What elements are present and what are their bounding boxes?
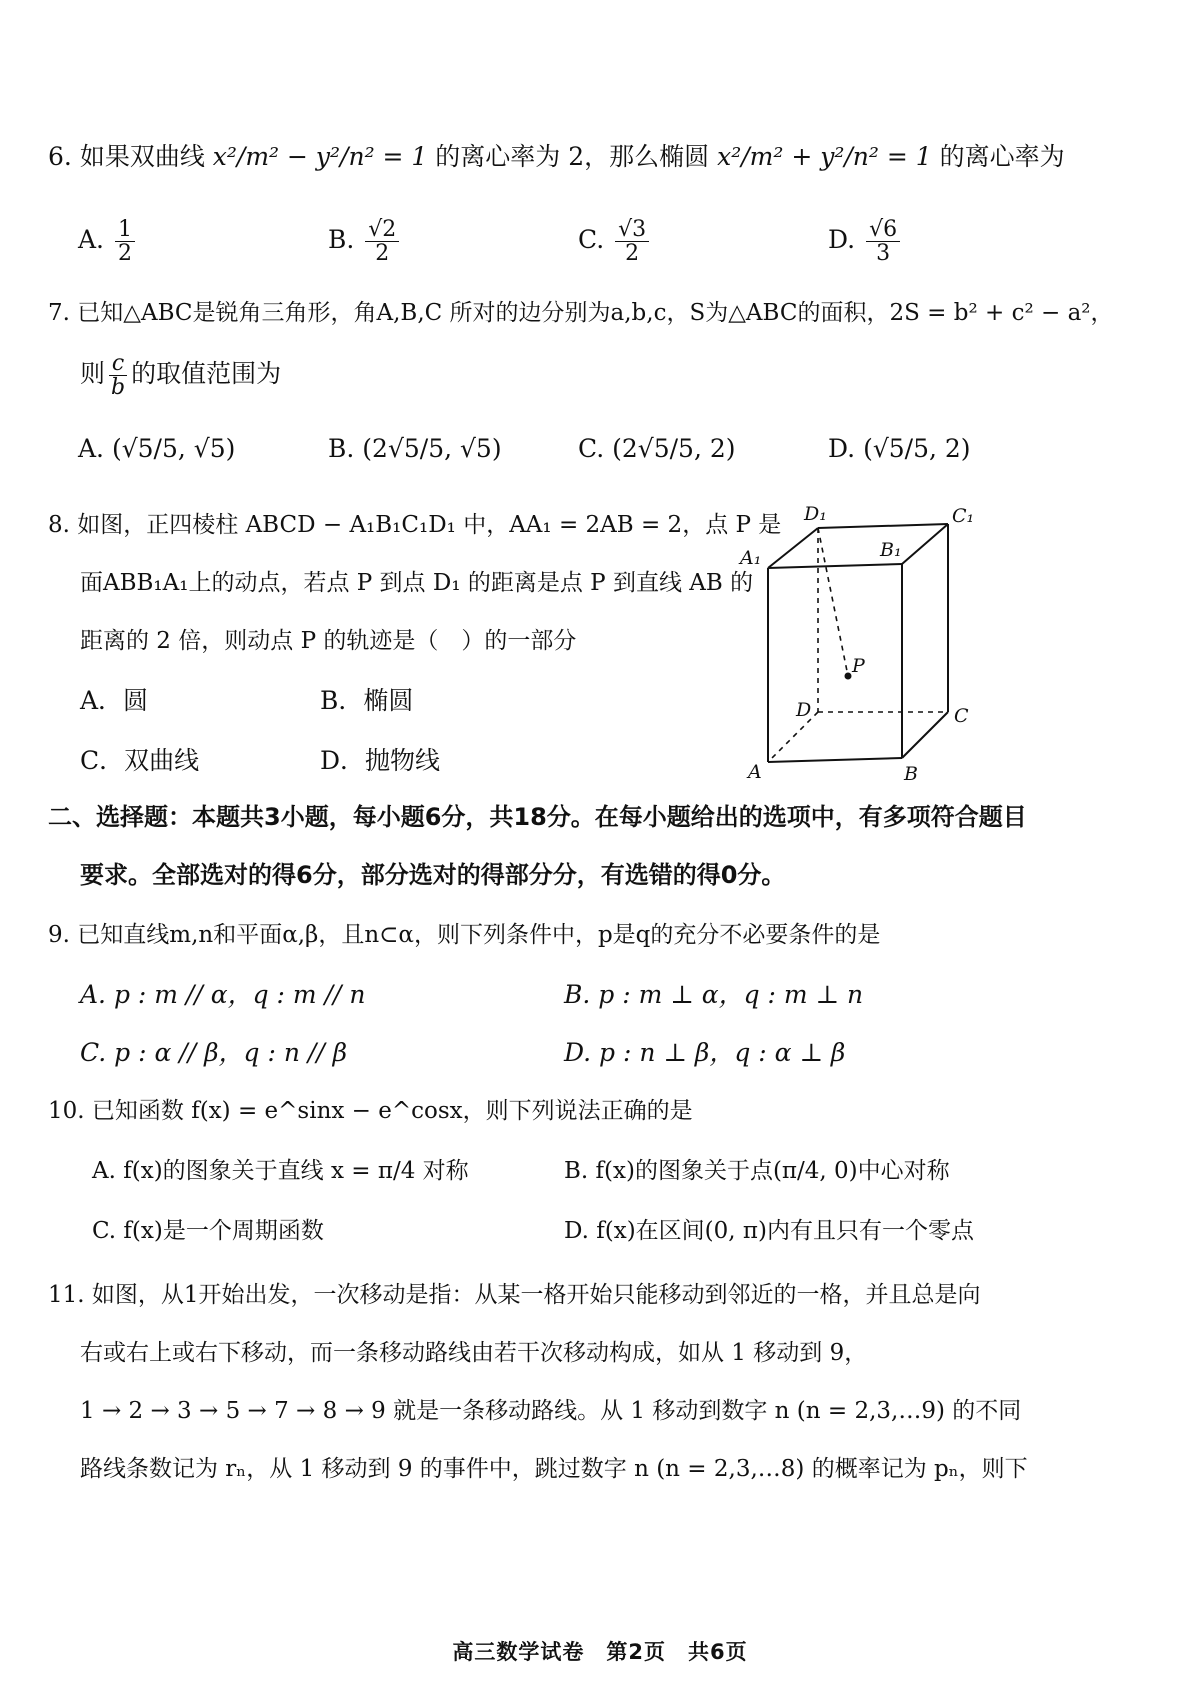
text: 如果双曲线: [79, 142, 205, 171]
question-number: 9.: [48, 922, 70, 948]
numerator: √6: [866, 218, 900, 242]
question-11-line4: 路线条数记为 rₙ，从 1 移动到 9 的事件中，跳过数字 n (n = 2,3,…8) 的概率记为 pₙ，则下: [80, 1456, 1028, 1482]
question-7-option-c: [578, 432, 736, 466]
question-8-option-c: C．双曲线: [80, 746, 200, 775]
question-10-option-d: D. f(x)在区间(0, π)内有且只有一个零点: [564, 1218, 974, 1244]
fraction: [615, 218, 649, 265]
question-8-line3: 距离的 2 倍，则动点 P 的轨迹是（ ）的一部分: [80, 628, 577, 654]
text: 则: [80, 359, 106, 389]
text: 的离心率为 2，那么椭圆: [435, 142, 710, 171]
option-text: (√5/5, 2): [863, 434, 971, 463]
question-6-stem: [48, 140, 1065, 174]
question-number: 6.: [48, 142, 72, 171]
label-p: P: [852, 655, 865, 677]
denominator: 2: [375, 241, 390, 267]
question-7-stem-line2: [80, 352, 281, 399]
question-9-stem: [48, 918, 880, 952]
edge-b1c1: [902, 524, 948, 564]
denominator: 2: [625, 241, 640, 267]
question-number: 7.: [48, 300, 70, 326]
fraction: [115, 218, 135, 265]
option-label: D.: [828, 225, 856, 255]
segment-pd1: [818, 528, 848, 676]
denominator: 3: [876, 241, 891, 267]
numerator: 1: [115, 218, 135, 242]
text: 如图，从1开始出发，一次移动是指：从某一格开始只能移动到邻近的一格，并且总是向: [91, 1282, 981, 1308]
question-11-line1: [48, 1278, 981, 1312]
label-b: B: [904, 763, 918, 785]
section-2-heading: 二、选择题：本题共3小题，每小题6分，共18分。在每小题给出的选项中，有多项符合题目: [48, 803, 1027, 831]
question-number: 11.: [48, 1282, 85, 1308]
option-label: B.: [328, 434, 355, 463]
page-footer: 高三数学试卷 第2页 共6页: [452, 1640, 748, 1664]
question-9-option-d: D. p : n ⊥ β，q : α ⊥ β: [564, 1038, 846, 1067]
question-7-option-d: [828, 432, 971, 466]
question-8-line1: [48, 508, 781, 542]
edge-bc: [902, 712, 948, 758]
question-10-option-c: C. f(x)是一个周期函数: [92, 1218, 324, 1244]
question-9-option-a: A. p : m // α，q : m // n: [80, 980, 366, 1009]
question-6-option-a: [78, 218, 138, 265]
edge-d1c1: [818, 524, 948, 528]
option-label: A.: [78, 225, 105, 255]
option-text: (2√5/5, √5): [362, 434, 502, 463]
fraction: [365, 218, 399, 265]
option-label: A.: [78, 434, 105, 463]
option-label: C.: [578, 225, 605, 255]
text: 已知△ABC是锐角三角形，角A,B,C 所对的边分别为a,b,c，S为△ABC的面积，2S = b² + c² − a²，: [77, 300, 1114, 326]
section-2-heading-line2: 要求。全部选对的得6分，部分选对的得部分分，有选错的得0分。: [80, 861, 786, 889]
question-7-option-a: [78, 432, 235, 466]
option-label: B.: [328, 225, 355, 255]
question-8-option-a: A．圆: [80, 686, 149, 715]
question-9-option-c: C. p : α // β，q : n // β: [80, 1038, 348, 1067]
option-text: (2√5/5, 2): [612, 434, 736, 463]
prism-figure: [730, 500, 990, 790]
question-number: 10.: [48, 1098, 85, 1124]
option-label: C.: [578, 434, 605, 463]
text: 已知函数 f(x) = e^sinx − e^cosx，则下列说法正确的是: [91, 1098, 693, 1124]
denominator: 2: [117, 241, 132, 267]
question-8-option-b: B．椭圆: [320, 686, 414, 715]
fraction-c-over-b: [108, 352, 128, 399]
question-10-option-a: A. f(x)的图象关于直线 x = π/4 对称: [92, 1158, 469, 1184]
question-6-option-b: [328, 218, 402, 265]
ellipse-equation: x²/m² + y²/n² = 1: [717, 142, 932, 171]
label-d: D: [796, 699, 812, 721]
question-10-stem: [48, 1094, 693, 1128]
edge-ab: [768, 758, 902, 762]
denominator: b: [111, 375, 126, 401]
label-a: A: [748, 761, 762, 783]
question-11-line2: 右或右上或右下移动，而一条移动路线由若干次移动构成，如从 1 移动到 9，: [80, 1340, 868, 1366]
edge-a1d1: [768, 528, 818, 568]
question-6-option-c: [578, 218, 652, 265]
edge-a1b1: [768, 564, 902, 568]
question-6-option-d: [828, 218, 903, 265]
label-a1: A₁: [740, 547, 762, 569]
fraction: [866, 218, 900, 265]
question-10-option-b: B. f(x)的图象关于点(π/4, 0)中心对称: [564, 1158, 950, 1184]
text: 的取值范围为: [131, 359, 282, 389]
question-7-stem: [48, 296, 1114, 330]
text: 如图，正四棱柱 ABCD − A₁B₁C₁D₁ 中，AA₁ = 2AB = 2，点 P 是: [77, 512, 782, 538]
question-11-line3: 1 → 2 → 3 → 5 → 7 → 8 → 9 就是一条移动路线。从 1 移动到数字 n (n = 2,3,…9) 的不同: [80, 1398, 1022, 1424]
text: 的离心率为: [939, 142, 1065, 171]
question-9-option-b: B. p : m ⊥ α，q : m ⊥ n: [564, 980, 864, 1009]
question-number: 8.: [48, 512, 70, 538]
label-c: C: [954, 705, 969, 727]
label-b1: B₁: [880, 539, 902, 561]
question-8-line2: 面ABB₁A₁上的动点，若点 P 到点 D₁ 的距离是点 P 到直线 AB 的: [80, 570, 754, 596]
question-8-option-d: D．抛物线: [320, 746, 441, 775]
text: 已知直线m,n和平面α,β，且n⊂α，则下列条件中，p是q的充分不必要条件的是: [77, 922, 881, 948]
option-text: (√5/5, √5): [111, 434, 236, 463]
numerator: √3: [615, 218, 649, 242]
numerator: c: [109, 352, 127, 376]
numerator: √2: [365, 218, 399, 242]
label-c1: C₁: [952, 505, 975, 527]
point-p: [845, 673, 852, 680]
hyperbola-equation: x²/m² − y²/n² = 1: [212, 142, 428, 171]
label-d1: D₁: [804, 503, 827, 525]
option-label: D.: [828, 434, 856, 463]
question-7-option-b: [328, 432, 502, 466]
